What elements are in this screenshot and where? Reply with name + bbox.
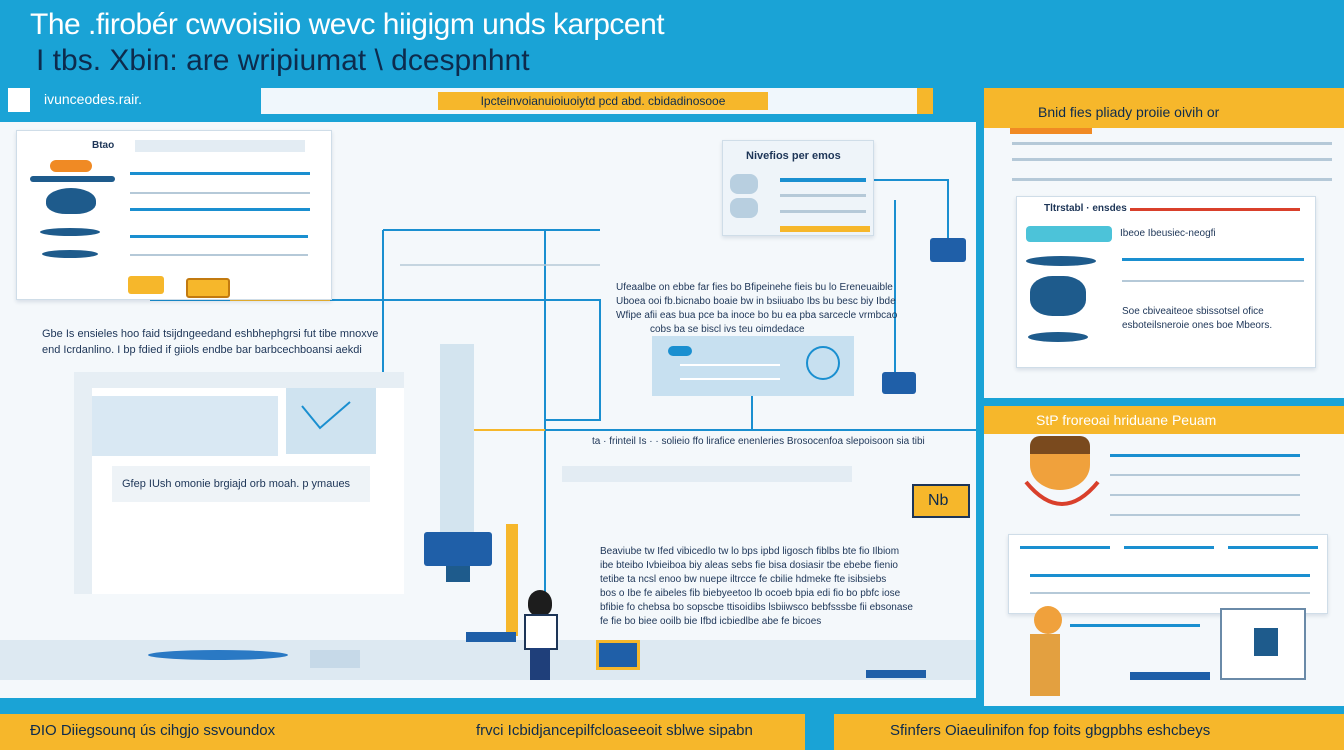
mid-text-line-1: Ufeaalbe on ebbe far fies bo Bfipeinehe fieis bu lo Ereneuaible <box>616 282 893 293</box>
person-body-icon <box>524 614 558 650</box>
yellow-column <box>506 524 518 636</box>
yellow-node-1-icon <box>128 276 164 294</box>
right-bottom-line-5 <box>1030 574 1310 577</box>
left-card-wave-2 <box>40 228 100 236</box>
no-badge-label: Nb <box>928 492 949 509</box>
screen-shape-icon <box>1254 628 1278 656</box>
left-card-wave-1 <box>30 176 115 182</box>
bottom-bar-center-text: frvci Icbidjancepilfcloaseeoit sblwe sipabn <box>476 722 753 739</box>
left-card-bar-top <box>135 140 305 152</box>
person-head-icon <box>528 590 552 616</box>
right-bottom-line-4 <box>1110 514 1300 516</box>
right-bottom-line-2 <box>1110 474 1300 476</box>
right-top-line-1 <box>1012 142 1332 145</box>
bottom-text-line-4: bos o Ibe fe aibeles fib biebyeetoo lb ocoeb bpia edi fio bo pbfc iose <box>600 588 901 599</box>
right-top-orange-bar <box>1010 128 1092 134</box>
right-bottom-line-7 <box>1070 624 1200 627</box>
top-center-line-1 <box>780 178 866 182</box>
yellow-node-2-icon <box>186 278 230 298</box>
left-card-wave-3 <box>42 250 98 258</box>
monitor-icon <box>424 532 492 566</box>
right-top-line-3 <box>1012 178 1332 181</box>
folder-icon-1 <box>930 238 966 262</box>
right-top-orange-line <box>1130 208 1300 211</box>
bottom-text-line-1: Beaviube tw Ifed vibicedlo tw lo bps ipbd ligosch fiblbs bte fio Ilbiom <box>600 546 900 557</box>
left-card-line-5 <box>130 254 308 256</box>
right-bottom-header-text: StP froreoai hriduane Peuam <box>1036 412 1217 428</box>
left-card-caption: Btao <box>92 140 115 151</box>
right-top-desc-line-2: esboteilsneroie ones boe Mbeors. <box>1122 320 1273 331</box>
header-left-label: ivunceodes.rair. <box>44 91 143 107</box>
bottom-text-line-3: tetibe ta ncsl enoo bw nuepe iltrcce fe cbilie hdmeke fte isibsiebs <box>600 574 887 585</box>
mid-text-line-4: cobs ba se biscl ivs teu oimdedace <box>650 324 805 335</box>
top-center-yellow-bar <box>780 226 870 232</box>
mid-strip-bar <box>562 466 852 482</box>
mid-panel-pill <box>668 346 692 356</box>
mid-text-line-3: Wfipe afii eas bua pce ba inoce bo bu ea pba sarcecle vrmbcao <box>616 310 898 321</box>
top-center-line-3 <box>780 210 866 213</box>
left-card-line-2 <box>130 192 310 194</box>
top-center-line-2 <box>780 194 866 197</box>
right-top-sub-title: Tltrstabl · ensdes <box>1044 203 1127 214</box>
floor-bar-right <box>1130 672 1210 680</box>
person-3-body-icon <box>1030 634 1060 696</box>
right-top-line-4 <box>1122 258 1304 261</box>
right-bottom-line-1 <box>1110 454 1300 457</box>
floor-strip <box>0 640 976 680</box>
right-top-line-2 <box>1012 158 1332 161</box>
avatar-icon-2 <box>730 198 758 218</box>
title-line-2: I tbs. Xbin: are wripiumat \ dcespnhnt <box>36 44 530 77</box>
check-mark-icon <box>300 398 360 438</box>
light-block <box>92 396 278 456</box>
floor-wave <box>148 650 288 660</box>
right-top-cyan-pill <box>1026 226 1112 242</box>
right-top-header-text: Bnid fies pliady proiie oivih or <box>1038 104 1220 120</box>
floor-bar <box>466 632 516 642</box>
right-bottom-col-3 <box>1228 546 1318 549</box>
right-top-wave-1 <box>1026 256 1096 266</box>
title-line-1: The .firobér cwvoisiio wevc hiigigm unds karpcent <box>30 8 665 41</box>
top-center-title: Nivefios per emos <box>746 150 841 162</box>
avatar-icon-1 <box>730 174 758 194</box>
figure-icon <box>46 188 96 214</box>
right-bottom-col-2 <box>1124 546 1214 549</box>
bottom-text-line-6: fe fie bo biee ooilb bie Ifbd icbiedlbe abe fe bicoes <box>600 616 822 627</box>
floor-bar-2 <box>866 670 926 678</box>
right-top-pill-text: Ibeoe Ibeusiec-neogfi <box>1120 228 1216 239</box>
gray-box-label: Gfep IUsh omonie brgiajd orb moah. p ymaues <box>122 478 351 490</box>
header-bar-text: Ipcteinvoianuioiuoiytd pcd abd. cbidadinosooe <box>438 92 768 110</box>
mid-panel-line-1 <box>680 364 780 366</box>
mid-panel-line-2 <box>680 378 780 380</box>
right-top-desc-line-1: Soe cbiveaiteoe sbissotsel ofice <box>1122 306 1264 317</box>
column-block <box>440 344 474 544</box>
left-desc-line-2: end Icrdanlino. I bp fdied if giiols endbe bar barbcechboansi aekdi <box>42 344 362 356</box>
mid-text-line-2: Uboea ooi fb.bicnabo boaie bw in bsiiuabo Ibs bu besc biy Ibde <box>616 296 896 307</box>
bottom-text-line-5: bfibie fo chebsa bo sopscbe ttisoidibs lsbiiwsco bebfsssbe fii ebsonase <box>600 602 913 613</box>
right-top-figure-icon <box>1030 276 1086 316</box>
monitor-stand-icon <box>446 566 470 582</box>
left-card <box>16 130 332 300</box>
right-top-wave-2 <box>1028 332 1088 342</box>
red-arc-icon <box>1022 476 1102 516</box>
person-3-icon <box>1034 606 1062 634</box>
bottom-bar-left-text: ÐIO Diiegsounq ús cihgjo ssvoundox <box>30 722 276 739</box>
small-monitor-icon <box>596 640 640 670</box>
person-legs-icon <box>530 648 550 680</box>
left-card-line-3 <box>130 208 310 211</box>
mid-panel-circle-icon <box>806 346 840 380</box>
right-bottom-line-3 <box>1110 494 1300 496</box>
bottom-text-line-2: ibe bteibo Ivbieiboa biy aleas sebs fie bisa dosiasir tbe ebebe fienio <box>600 560 898 571</box>
right-bottom-line-6 <box>1030 592 1310 594</box>
left-card-line-4 <box>130 235 308 238</box>
right-top-line-5 <box>1122 280 1304 282</box>
floor-box-1 <box>310 650 360 668</box>
orange-tag-icon <box>50 160 92 172</box>
person-2-hair-icon <box>1030 436 1090 454</box>
folder-icon-2 <box>882 372 916 394</box>
left-card-line-1 <box>130 172 310 175</box>
mid-strip-text: ta · frinteil Is · · solieio ffo lirafice enenleries Brosocenfoa slepoisoon sia tibi <box>592 436 925 447</box>
bottom-bar-right-text: Sfinfers Oiaeulinifon fop foits gbgpbhs eshcbeys <box>890 722 1211 739</box>
right-bottom-col-1 <box>1020 546 1110 549</box>
left-desc-line-1: Gbe Is ensieles hoo faid tsijdngeedand eshbhephgrsi fut tibe mnoxve <box>42 328 379 340</box>
